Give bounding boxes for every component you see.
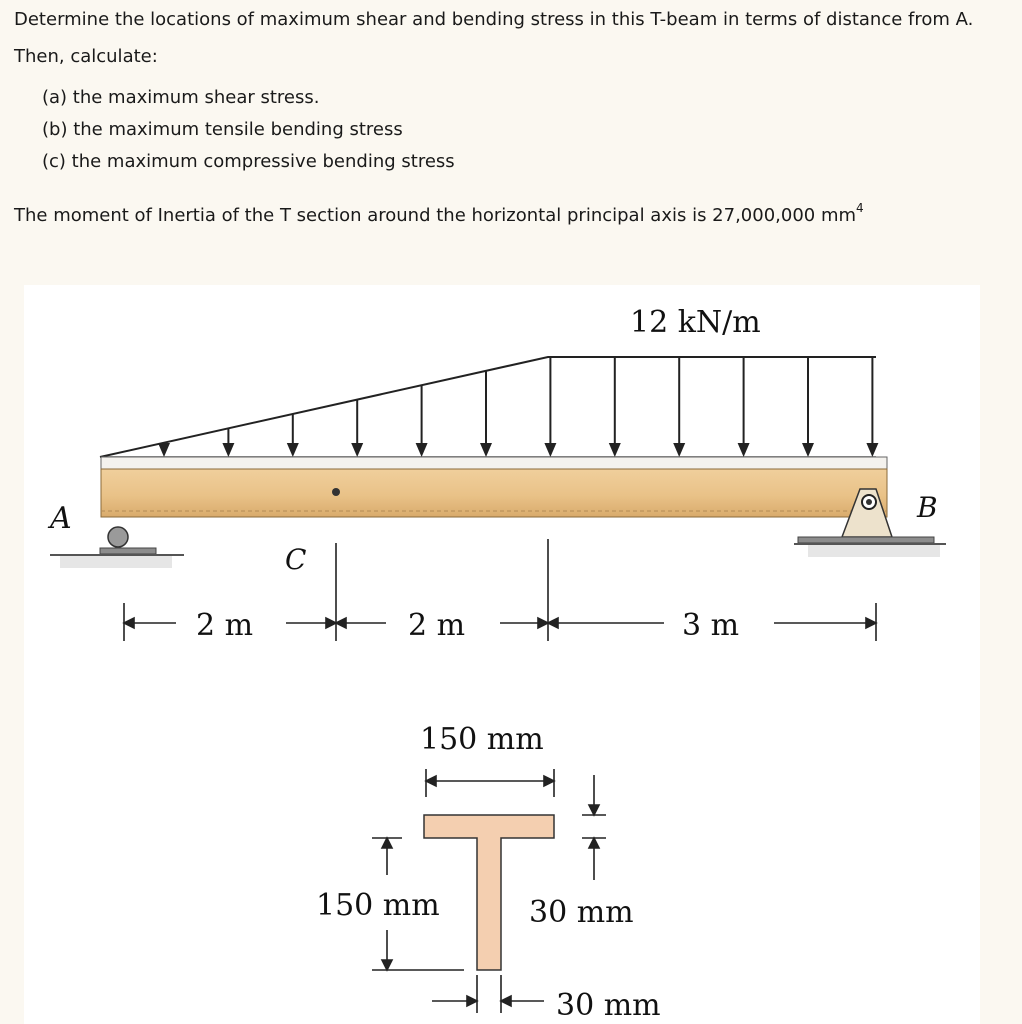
- flange-thickness-dim: [582, 775, 606, 880]
- roller-wheel: [108, 527, 128, 547]
- point-c-marker: [332, 488, 340, 496]
- problem-intro: Determine the locations of maximum shear and bending stress in this T-beam in terms of distance from A.: [14, 9, 974, 30]
- roller-plate: [100, 548, 156, 554]
- pin-center: [866, 499, 872, 505]
- ground-hatch-b: [808, 545, 940, 557]
- beam-diagram: [24, 285, 980, 1024]
- moment-of-inertia-note: [14, 202, 1009, 229]
- load-arrow-head: [738, 443, 750, 457]
- moment-exponent: 4: [856, 201, 864, 215]
- dim-arrow-2-left: [336, 618, 346, 628]
- beam-figure: [24, 285, 980, 1024]
- t-section-shape: [424, 815, 554, 970]
- web-thickness-label: 30 mm: [556, 988, 661, 1023]
- question-part-b: (b) the maximum tensile bending stress: [42, 119, 403, 140]
- t-cross-section: [316, 722, 661, 1023]
- flange-width-label: 150 mm: [420, 722, 544, 757]
- moment-text: The moment of Inertia of the T section around the horizontal principal axis is 27,000,000 mm: [14, 205, 857, 226]
- label-c: C: [285, 543, 307, 576]
- dim-label-1: 2 m: [196, 608, 254, 643]
- web-arrow-right: [501, 996, 511, 1006]
- pin-base-plate: [798, 537, 934, 543]
- question-part-c: (c) the maximum compressive bending stress: [42, 151, 455, 172]
- beam-web: [101, 469, 887, 517]
- load-arrow-head: [351, 443, 363, 457]
- dim-arrow-1-left: [124, 618, 134, 628]
- load-arrow-head: [287, 443, 299, 457]
- dim-label-3: 3 m: [682, 608, 740, 643]
- flange-thk-arrow-bottom: [589, 838, 599, 848]
- question-part-a: (a) the maximum shear stress.: [42, 87, 320, 108]
- flange-width-arrow-left: [426, 776, 436, 786]
- depth-arrow-top: [382, 838, 392, 848]
- load-arrow-head: [222, 443, 234, 457]
- question-parts-list: [42, 82, 1009, 178]
- load-arrow-head: [673, 443, 685, 457]
- depth-arrow-bottom: [382, 960, 392, 970]
- web-arrow-left: [467, 996, 477, 1006]
- flange-width-arrow-right: [544, 776, 554, 786]
- load-arrows: [158, 357, 878, 457]
- load-arrow-head: [802, 443, 814, 457]
- depth-label: 150 mm: [316, 888, 440, 923]
- beam-top-flange: [101, 457, 887, 469]
- load-label: 12 kN/m: [630, 305, 761, 340]
- load-arrow-head: [158, 443, 170, 457]
- load-arrow-head: [609, 443, 621, 457]
- label-b: B: [917, 491, 938, 524]
- flange-thk-arrow-top: [589, 805, 599, 815]
- beam: [101, 457, 887, 517]
- dim-arrow-3-left: [548, 618, 558, 628]
- label-a: A: [50, 501, 72, 536]
- load-arrow-head: [480, 443, 492, 457]
- problem-text: [14, 6, 1009, 229]
- dim-label-2: 2 m: [408, 608, 466, 643]
- web-thickness-dim: [432, 975, 544, 1013]
- distributed-load: [100, 305, 878, 457]
- load-arrow-head: [866, 443, 878, 457]
- problem-then: Then, calculate:: [14, 46, 158, 67]
- ground-hatch-a: [60, 556, 172, 568]
- load-arrow-head: [544, 443, 556, 457]
- flange-thickness-label: 30 mm: [529, 895, 634, 930]
- load-arrow-head: [416, 443, 428, 457]
- dim-arrow-3-right: [866, 618, 876, 628]
- load-outline: [100, 357, 876, 457]
